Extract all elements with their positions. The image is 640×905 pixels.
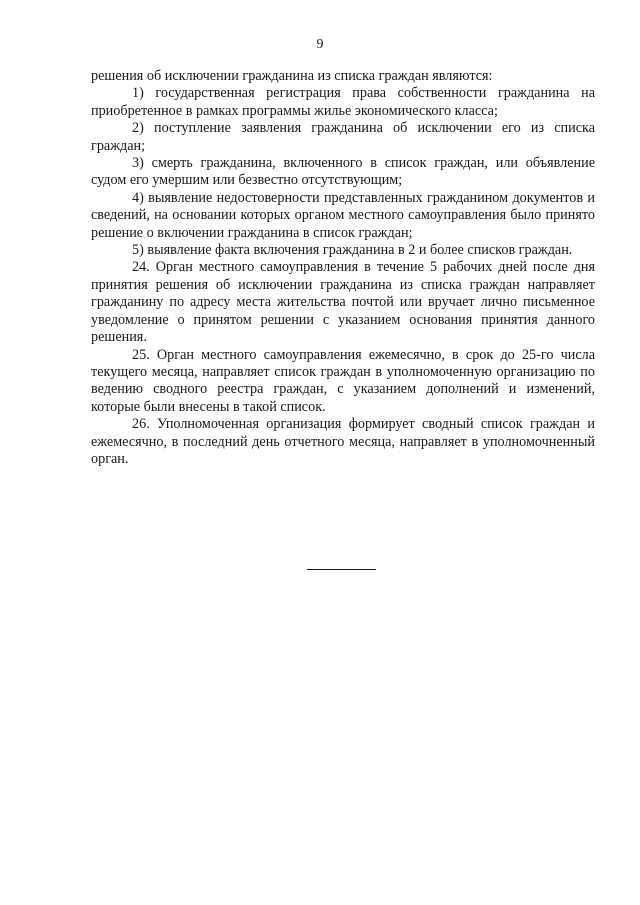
clause-24: 24. Орган местного самоуправления в течение 5 рабочих дней после дня принятия решения об исключении гражданина из списка граждан направляет гражданину по адресу места жительства почтой или вручает лично письменное уведомление о принятом решении с указанием основания принятия данного решения. (91, 259, 595, 346)
list-item-4: 4) выявление недостоверности представленных гражданином документов и сведений, на основании которых органом местного самоуправления было принято решение о включении гражданина в список граждан; (91, 189, 595, 241)
list-item-2: 2) поступление заявления гражданина об исключении его из списка граждан; (91, 120, 595, 154)
clause-26: 26. Уполномоченная организация формирует сводный список граждан и ежемесячно, в последний день отчетного месяца, направляет в уполномочненный орган. (91, 416, 595, 467)
end-of-document-rule (307, 569, 376, 570)
page-number: 9 (316, 37, 324, 52)
clause-25: 25. Орган местного самоуправления ежемесячно, в срок до 25-го числа текущего месяца, направляет список граждан в уполномоченную организацию по ведению сводного реестра граждан, с указанием дополнений и изменений, которые были внесены в такой список. (91, 346, 595, 415)
body-text (91, 68, 595, 468)
list-item-1: 1) государственная регистрация права собственности гражданина на приобретенное в рамках программы жилье экономического класса; (91, 85, 595, 119)
paragraph-intro: решения об исключении гражданина из списка граждан являются: (91, 68, 493, 84)
list-item-5: 5) выявление факта включения гражданина в 2 и более списков граждан. (132, 242, 573, 259)
list-item-3: 3) смерть гражданина, включенного в список граждан, или объявление судом его умершим или безвестно отсутствующим; (91, 155, 595, 189)
